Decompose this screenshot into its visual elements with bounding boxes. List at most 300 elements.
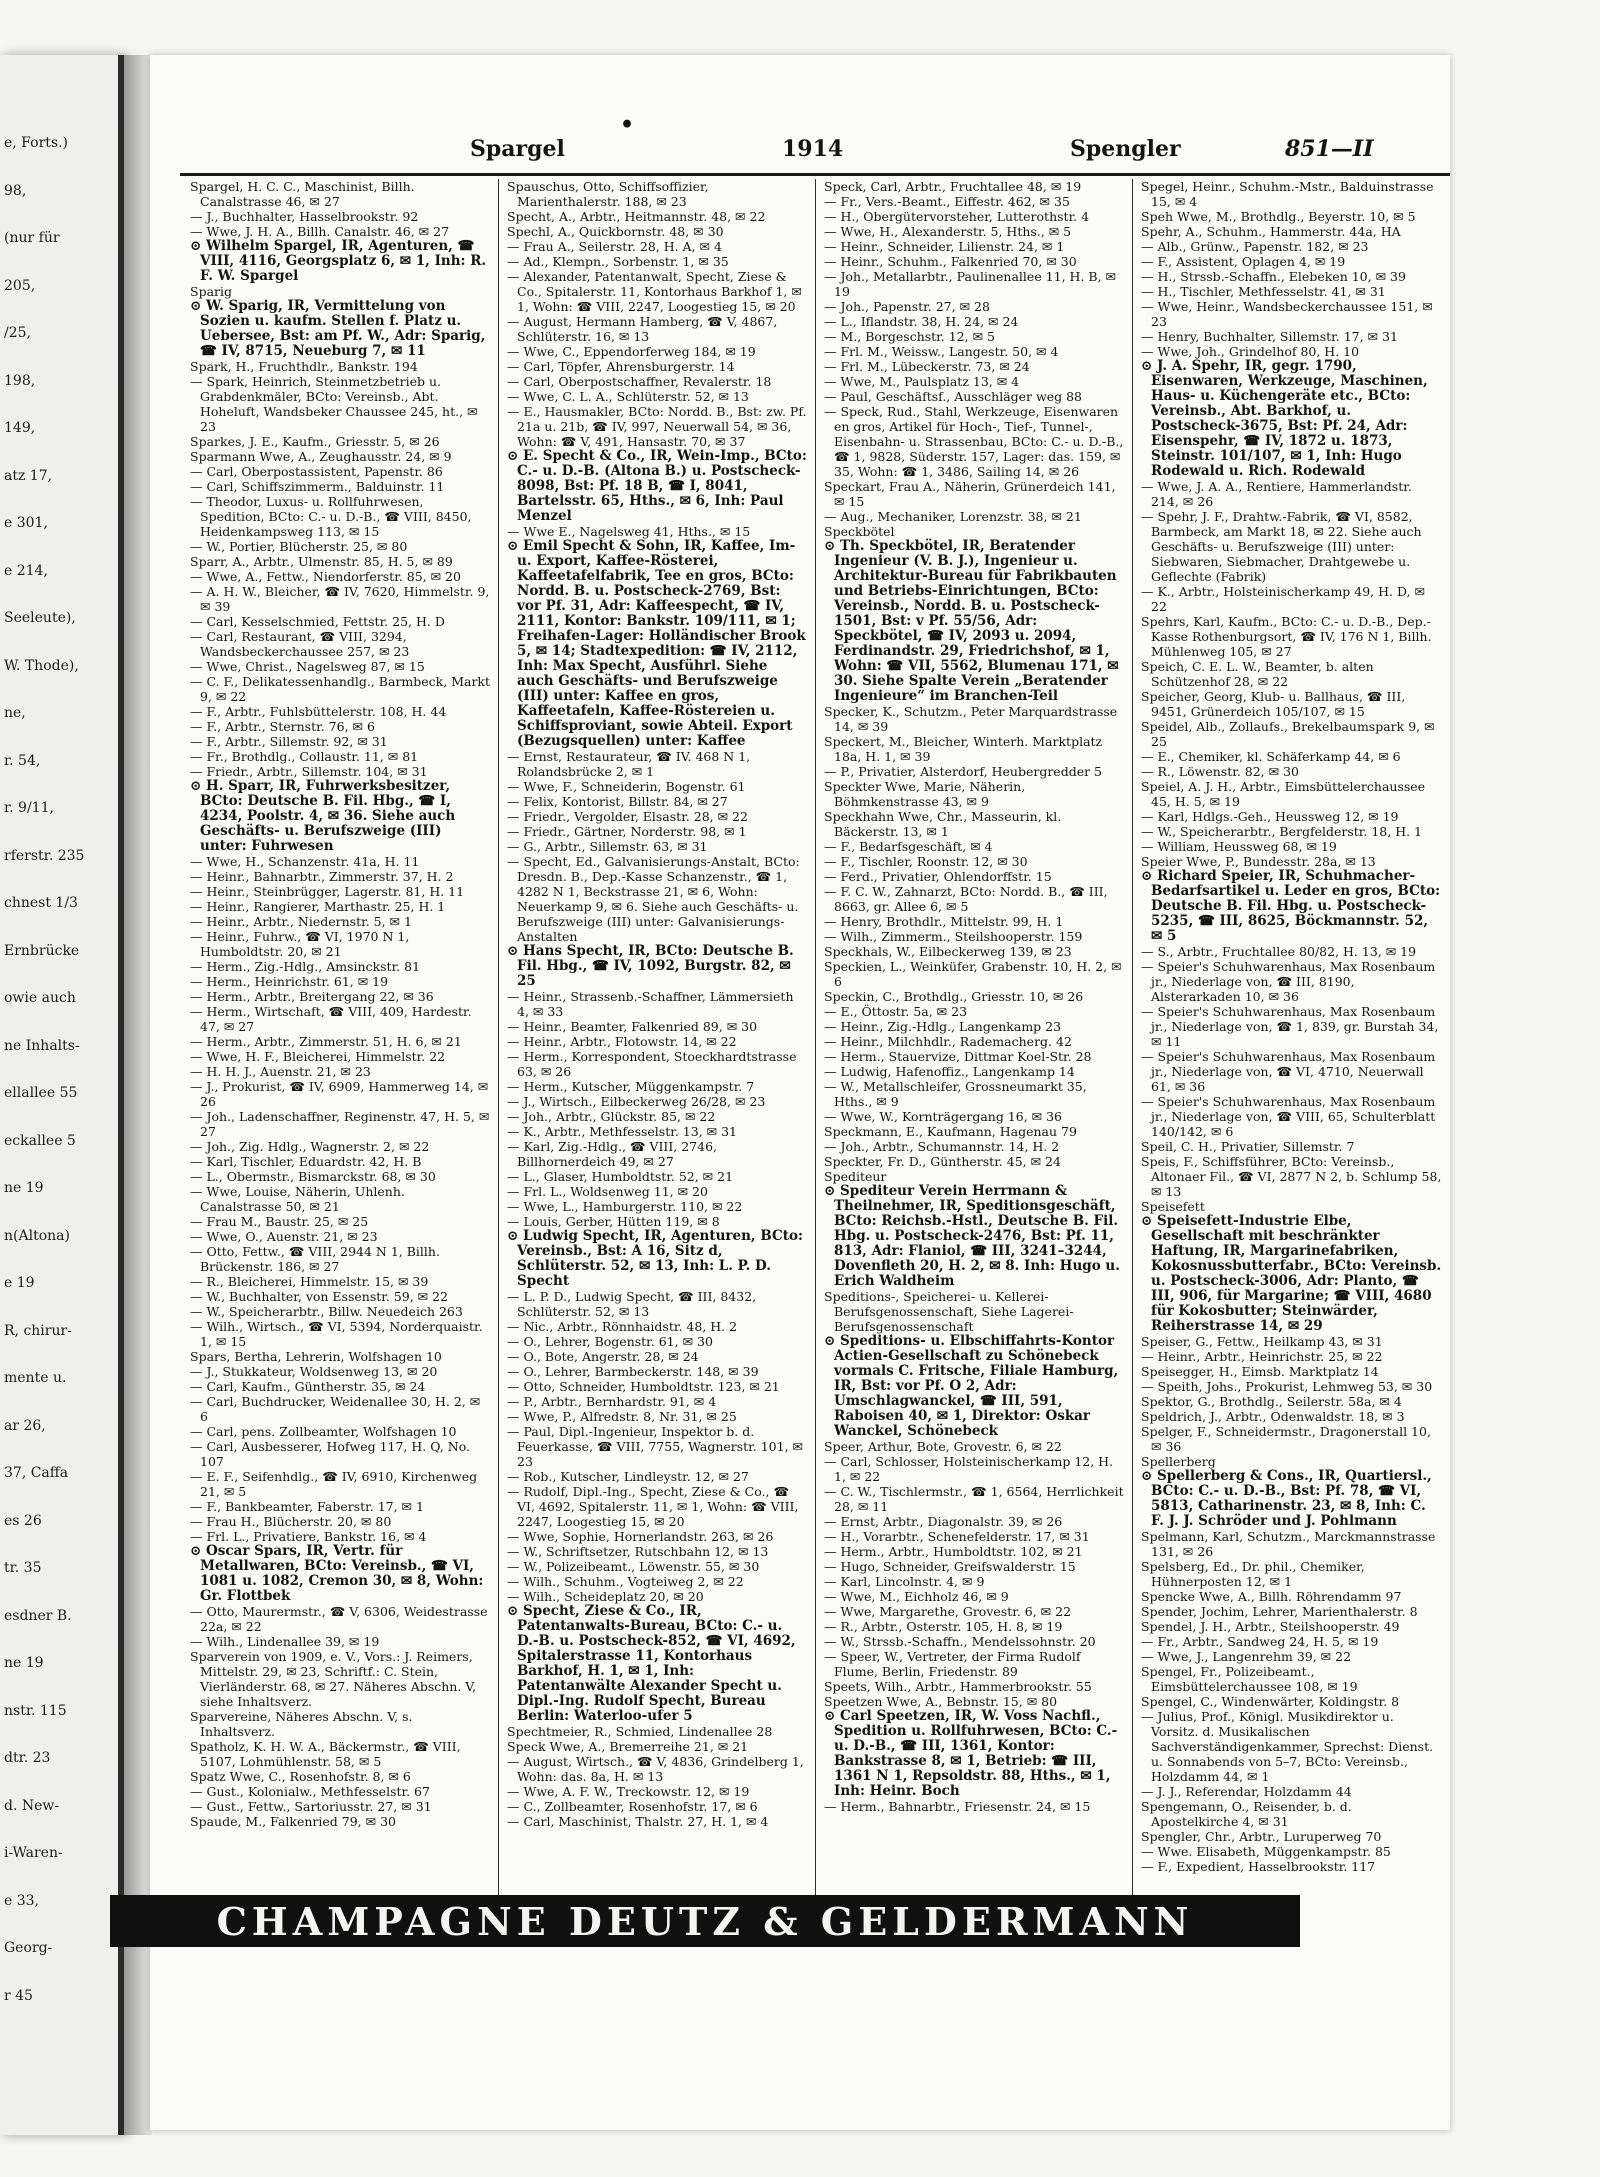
column-3 — [816, 179, 1133, 1947]
directory-entry: — P., Privatier, Alsterdorf, Heubergredder 5 — [824, 764, 1103, 779]
directory-entry: Spechl, A., Quickbornstr. 48, ✉ 30 — [507, 224, 724, 239]
directory-entry: — Theodor, Luxus- u. Rollfuhrwesen, Spedition, BCto: C.- u. D.-B., ☎ VIII, 8450, Heidenkampsweg 113, ✉ 15 — [190, 494, 472, 539]
directory-entry: — E. F., Seifenhdlg., ☎ IV, 6910, Kirchenweg 21, ✉ 5 — [190, 1469, 478, 1499]
directory-entry: — O., Lehrer, Barmbeckerstr. 148, ✉ 39 — [507, 1364, 759, 1379]
previous-page-text-fragment: esdner B. — [4, 1607, 72, 1624]
directory-entry: — Wwe, A. F. W., Treckowstr. 12, ✉ 19 — [507, 1784, 750, 1799]
directory-entry: — Wwe, J. H. A., Billh. Canalstr. 46, ✉ 27 — [190, 224, 450, 239]
previous-page-text-fragment: mente u. — [4, 1370, 67, 1386]
directory-entry: — Heinr., Strassenb.-Schaffner, Lämmersieth 4, ✉ 33 — [507, 989, 794, 1019]
directory-entry: Speckien, L., Weinküfer, Grabenstr. 10, H. 2, ✉ 6 — [824, 959, 1122, 989]
directory-entry: ⊙ H. Sparr, IR, Fuhrwerksbesitzer, BCto: Deutsche B. Fil. Hbg., ☎ I, 4234, Poolstr. 4, ✉ 36. Siehe auch Geschäfts- u. Berufszweige (III) unter: Fuhrwesen — [190, 778, 456, 854]
previous-page-text-fragment: r. 9/11, — [4, 800, 54, 816]
directory-entry: — K., Arbtr., Methfesselstr. 13, ✉ 31 — [507, 1124, 737, 1139]
directory-entry: — Heinr., Arbtr., Heinrichstr. 25, ✉ 22 — [1141, 1349, 1383, 1364]
directory-entry: — Wilh., Scheideplatz 20, ✉ 20 — [507, 1589, 704, 1604]
directory-entry: — H., Obergütervorsteher, Lutterothstr. 4 — [824, 209, 1090, 224]
directory-entry: — Wilh., Lindenallee 39, ✉ 19 — [190, 1634, 380, 1649]
directory-entry: Speiel, A. J. H., Arbtr., Eimsbüttelerchaussee 45, H. 5, ✉ 19 — [1141, 779, 1426, 809]
previous-page-text-fragment: r 45 — [4, 1987, 33, 2004]
directory-entry: — Carl, Restaurant, ☎ VIII, 3294, Wandsbeckerchaussee 257, ✉ 23 — [190, 629, 410, 659]
directory-entry: — Ludwig, Hafenoffiz., Langenkamp 14 — [824, 1064, 1075, 1079]
directory-entry: ⊙ Wilhelm Spargel, IR, Agenturen, ☎ VIII, 4116, Georgsplatz 6, ✉ 1, Inh: R. F. W. Spargel — [190, 238, 487, 284]
directory-entry: — Karl, Hdlgs.-Geh., Heussweg 12, ✉ 19 — [1141, 809, 1399, 824]
directory-entry: — Wwe, O., Auenstr. 21, ✉ 23 — [190, 1229, 378, 1244]
previous-page-text-fragment: e 214, — [4, 562, 48, 579]
directory-entry: Speckter Wwe, Marie, Näherin, Böhmkenstrasse 43, ✉ 9 — [824, 779, 1026, 809]
directory-entry: — Alexander, Patentanwalt, Specht, Ziese & Co., Spitalerstr. 11, Kontorhaus Barkhof 1, ✉ 1, Wohn: ☎ VIII, 2247, Loogestieg 15, ✉ 20 — [507, 269, 802, 314]
directory-entry: Spektor, G., Brothdlg., Seilerstr. 58a, ✉ 4 — [1141, 1394, 1402, 1409]
previous-page-text-fragment: 37, Caffa — [4, 1465, 69, 1481]
previous-page-text-fragment: Ernbrücke — [4, 942, 80, 959]
column-2 — [499, 179, 816, 1947]
directory-entry: — Wwe, H., Alexanderstr. 5, Hths., ✉ 5 — [824, 224, 1072, 239]
directory-entry: — Herm., Arbtr., Zimmerstr. 51, H. 6, ✉ 21 — [190, 1034, 462, 1049]
directory-entry: — F., Bedarfsgeschäft, ✉ 4 — [824, 839, 993, 854]
directory-entry: — F., Arbtr., Sternstr. 76, ✉ 6 — [190, 719, 375, 734]
directory-entry: — L., Iflandstr. 38, H. 24, ✉ 24 — [824, 314, 1019, 329]
directory-entry: — Joh., Arbtr., Schumannstr. 14, H. 2 — [824, 1139, 1060, 1154]
directory-entry: — E., Hausmakler, BCto: Nordd. B., Bst: zw. Pf. 21a u. 21b, ☎ IV, 997, Neuerwall 54, ✉ 36, Wohn: ☎ V, 491, Hansastr. 70, ✉ 37 — [507, 404, 807, 449]
directory-entry: Spegel, Heinr., Schuhm.-Mstr., Balduinstrasse 15, ✉ 4 — [1141, 179, 1434, 209]
directory-entry: — Heinr., Schneider, Lilienstr. 24, ✉ 1 — [824, 239, 1065, 254]
directory-entry: — L. P. D., Ludwig Specht, ☎ III, 8432, Schlüterstr. 52, ✉ 13 — [507, 1289, 757, 1319]
directory-entry: — Rudolf, Dipl.-Ing., Specht, Ziese & Co., ☎ VI, 4692, Spitalerstr. 11, ✉ 1, Wohn: ☎ VIII, 2247, Loogestieg 15, ✉ 20 — [507, 1484, 799, 1529]
directory-entry: Spender, Jochim, Lehrer, Marienthalerstr. 8 — [1141, 1604, 1418, 1619]
directory-entry: — W., Schriftsetzer, Rutschbahn 12, ✉ 13 — [507, 1544, 769, 1559]
directory-entry: — H., Tischler, Methfesselstr. 41, ✉ 31 — [1141, 284, 1386, 299]
directory-entry: Speckter, Fr. D., Güntherstr. 45, ✉ 24 — [824, 1154, 1061, 1169]
directory-entry: — Frau M., Baustr. 25, ✉ 25 — [190, 1214, 369, 1229]
directory-entry: Sparkes, J. E., Kaufm., Griesstr. 5, ✉ 26 — [190, 434, 440, 449]
directory-entry: Speckbötel — [824, 524, 895, 539]
directory-entry: Speil, C. H., Privatier, Sillemstr. 7 — [1141, 1139, 1355, 1154]
previous-page-text-fragment: R, chirur- — [4, 1322, 72, 1339]
directory-entry: — R., Arbtr., Osterstr. 105, H. 8, ✉ 19 — [824, 1619, 1063, 1634]
directory-entry: — W., Speicherarbtr., Billw. Neuedeich 263 — [190, 1304, 463, 1319]
directory-entry: ⊙ Carl Speetzen, IR, W. Voss Nachfl., Spedition u. Rollfuhrwesen, BCto: C.- u. D.-B., ☎ III, 1361, Kontor: Bankstrasse 8, ✉ 1, Betrieb: ☎ III, 1361 N 1, Repsoldstr. 88, Hths., ✉ 1, Inh: Heinr. Boch — [824, 1708, 1118, 1799]
directory-entry: Speich, C. E. L. W., Beamter, b. alten Schützenhof 28, ✉ 22 — [1141, 659, 1374, 689]
directory-entry: Speckart, Frau A., Näherin, Grünerdeich 141, ✉ 15 — [824, 479, 1116, 509]
directory-entry: — W., Polizeibeamt., Löwenstr. 55, ✉ 30 — [507, 1559, 760, 1574]
directory-entry: — Friedr., Gärtner, Norderstr. 98, ✉ 1 — [507, 824, 747, 839]
directory-entry: ⊙ W. Sparig, IR, Vermittelung von Sozien u. kaufm. Stellen f. Platz u. Uebersee, Bst: am Pf. W., Adr: Sparig, ☎ IV, 8715, Neueburg 7, ✉ 11 — [190, 298, 486, 359]
directory-entry: — R., Löwenstr. 82, ✉ 30 — [1141, 764, 1299, 779]
directory-entry: — F. C. W., Zahnarzt, BCto: Nordd. B., ☎ III, 8663, gr. Allee 6, ✉ 5 — [824, 884, 1108, 914]
directory-entry: Spengler, Chr., Arbtr., Luruperweg 70 — [1141, 1829, 1382, 1844]
directory-entry: — Speith, Johs., Prokurist, Lehmweg 53, ✉ 30 — [1141, 1379, 1433, 1394]
previous-page-text-fragment: 149, — [4, 420, 36, 436]
previous-page-text-fragment: tr. 35 — [4, 1560, 42, 1576]
directory-entry: — O., Bote, Angerstr. 28, ✉ 24 — [507, 1349, 699, 1364]
directory-entry: Speckhahn Wwe, Chr., Masseurin, kl. Bäckerstr. 13, ✉ 1 — [824, 809, 1062, 839]
directory-entry: — Wwe, Heinr., Wandsbeckerchaussee 151, ✉ 23 — [1141, 299, 1433, 329]
previous-page-text-fragment: Seeleute), — [4, 610, 76, 626]
directory-entry: Speck Wwe, A., Bremerreihe 21, ✉ 21 — [507, 1739, 749, 1754]
directory-entry: — Paul, Geschäftsf., Ausschläger weg 88 — [824, 389, 1082, 404]
previous-page-text-fragment: 198, — [4, 372, 36, 389]
directory-entry: Spellerberg — [1141, 1454, 1216, 1469]
directory-entry: — Carl, Töpfer, Ahrensburgerstr. 14 — [507, 359, 735, 374]
previous-page-text-fragment: atz 17, — [4, 467, 53, 484]
directory-entry: — August, Hermann Hamberg, ☎ V, 4867, Schlüterstr. 16, ✉ 13 — [507, 314, 778, 344]
directory-entry: — Carl, Oberpostschaffner, Revalerstr. 18 — [507, 374, 772, 389]
directory-entry: ⊙ Th. Speckbötel, IR, Beratender Ingenieur (V. B. J.), Ingenieur u. Architektur-Bureau für Fabrikbauten und Betriebs-Einrichtungen, BCto: Vereinsb., Nordd. B. u. Postscheck-1501, Bst: v Pf. 55/56, Adr: Speckbötel, ☎ IV, 2093 u. 2094, Ferdinandstr. 29, Friedrichshof, ✉ 1, Wohn: ☎ VII, 5562, Blumenau 171, ✉ 30. Siehe Spalte Verein „Beratender Ingenieure“ im Branchen-Teil — [824, 538, 1119, 704]
directory-entry: — L., Obermstr., Bismarckstr. 68, ✉ 30 — [190, 1169, 436, 1184]
directory-entry: — Wwe, F., Schneiderin, Bogenstr. 61 — [507, 779, 746, 794]
directory-entry: Sparig — [190, 284, 232, 299]
directory-entry: Spengemann, O., Reisender, b. d. Apostelkirche 4, ✉ 31 — [1141, 1799, 1352, 1829]
directory-entry: — W., Speicherarbtr., Bergfelderstr. 18, H. 1 — [1141, 824, 1423, 839]
directory-entry: — W., Buchhalter, von Essenstr. 59, ✉ 22 — [190, 1289, 449, 1304]
directory-entry: Specht, A., Arbtr., Heitmannstr. 48, ✉ 22 — [507, 209, 766, 224]
directory-entry: — Ferd., Privatier, Ohlendorffstr. 15 — [824, 869, 1052, 884]
directory-entry: — Joh., Zig. Hdlg., Wagnerstr. 2, ✉ 22 — [190, 1139, 430, 1154]
directory-entry: — R., Bleicherei, Himmelstr. 15, ✉ 39 — [190, 1274, 429, 1289]
directory-entry: — Heinr., Milchhdlr., Rademacherg. 42 — [824, 1034, 1072, 1049]
directory-entry: ⊙ Emil Specht & Sohn, IR, Kaffee, Im- u. Export, Kaffee-Rösterei, Kaffeetafelfabrik, Tee en gros, BCto: Nordd. B. u. Postscheck-2769, Bst: vor Pf. 31, Adr: Kaffeespecht, ☎ IV, 2111, Kontor: Bankstr. 109/111, ✉ 1; Freihafen-Lager: Holländischer Brook 5, ✉ 14; Stadtexpedition: ☎ IV, 2112, Inh: Max Specht, Ausführl. Siehe auch Geschäfts- und Berufszweige (III) unter: Kaffee en gros, Kaffeetafeln, Kaffee-Röstereien u. Schiffsproviant, sowie Abteil. Export (Bezugsquellen) unter: Kaffee — [507, 538, 806, 749]
previous-page-text-fragment: 205, — [4, 277, 36, 294]
directory-entry: ⊙ Oscar Spars, IR, Vertr. für Metallwaren, BCto: Vereinsb., ☎ VI, 1081 u. 1082, Cremon 30, ✉ 8, Wohn: Gr. Flottbek — [190, 1543, 484, 1604]
directory-entry: — Frau H., Blücherstr. 20, ✉ 80 — [190, 1514, 392, 1529]
directory-entry: — Speier's Schuhwarenhaus, Max Rosenbaum jr., Niederlage von, ☎ 1, 839, gr. Burstah 34, ✉ 11 — [1141, 1004, 1439, 1049]
directory-entry: Spelger, F., Schneidermstr., Dragonerstall 10, ✉ 36 — [1141, 1424, 1431, 1454]
directory-entry: — Karl, Tischler, Eduardstr. 42, H. B — [190, 1154, 422, 1169]
previous-page-text-fragment: owie auch — [4, 990, 76, 1006]
previous-page-text-fragment: ellallee 55 — [4, 1085, 78, 1101]
directory-entry: Speh Wwe, M., Brothdlg., Beyerstr. 10, ✉ 5 — [1141, 209, 1416, 224]
column-4 — [1133, 179, 1450, 1947]
advertisement-banner: CHAMPAGNE DEUTZ & GELDERMANN — [110, 1895, 1300, 1947]
directory-entry: — Carl, Oberpostassistent, Papenstr. 86 — [190, 464, 443, 479]
directory-entry: — L., Glaser, Humboldtstr. 52, ✉ 21 — [507, 1169, 734, 1184]
previous-page-edge — [0, 55, 124, 2135]
directory-page — [150, 55, 1450, 2130]
directory-entry: Sparverein von 1909, e. V., Vors.: J. Reimers, Mittelstr. 29, ✉ 23, Schriftf.: C. Stein, Vierländerstr. 68, ✉ 27. Näheres Abschn. V, siehe Inhaltsverz. — [190, 1649, 477, 1709]
directory-entry: — Heinr., Fuhrw., ☎ VI, 1970 N 1, Humboldtstr. 20, ✉ 21 — [190, 929, 410, 959]
directory-entry: Speck, Carl, Arbtr., Fruchtallee 48, ✉ 19 — [824, 179, 1082, 194]
directory-entry: — Herm., Stauervize, Dittmar Koel-Str. 28 — [824, 1049, 1092, 1064]
directory-entry: Spatz Wwe, C., Rosenhofstr. 8, ✉ 6 — [190, 1769, 411, 1784]
directory-entry: — W., Portier, Blücherstr. 25, ✉ 80 — [190, 539, 408, 554]
page-number: 851—II — [1285, 136, 1374, 162]
directory-entry: — O., Lehrer, Bogenstr. 61, ✉ 30 — [507, 1334, 713, 1349]
directory-entry: — Carl, Schiffszimmerm., Balduinstr. 11 — [190, 479, 445, 494]
directory-entry: — Wilh., Zimmerm., Steilshooperstr. 159 — [824, 929, 1083, 944]
directory-entry: — Spehr, J. F., Drahtw.-Fabrik, ☎ VI, 8582, Barmbeck, am Markt 18, ✉ 22. Siehe auch Geschäfts- u. Berufszweige (III) unter: Siebwaren, Siebmacher, Drahtgewebe u. Geflechte (Fabrik) — [1141, 509, 1422, 584]
directory-entry: — M., Borgeschstr. 12, ✉ 5 — [824, 329, 995, 344]
directory-entry: — F., Bankbeamter, Faberstr. 17, ✉ 1 — [190, 1499, 424, 1514]
directory-entry: — F., Tischler, Roonstr. 12, ✉ 30 — [824, 854, 1028, 869]
directory-entry: — Heinr., Beamter, Falkenried 89, ✉ 30 — [507, 1019, 758, 1034]
column-1 — [182, 179, 499, 1947]
directory-entry: Speldrich, J., Arbtr., Odenwaldstr. 18, ✉ 3 — [1141, 1409, 1405, 1424]
directory-entry: Spengel, Fr., Polizeibeamt., Eimsbüttelerchaussee 108, ✉ 19 — [1141, 1664, 1358, 1694]
directory-entry: — Herm., Korrespondent, Stoeckhardtstrasse 63, ✉ 26 — [507, 1049, 797, 1079]
directory-entry: Sparr, A., Arbtr., Ulmenstr. 85, H. 5, ✉ 89 — [190, 554, 453, 569]
previous-page-text-fragment: e 33, — [4, 1892, 39, 1909]
previous-page-text-fragment: ne 19 — [4, 1180, 44, 1196]
directory-entry: ⊙ Spellerberg & Cons., IR, Quartiersl., BCto: C.- u. D.-B., Bst: Pf. 78, ☎ VI, 5813, Catharinenstr. 23, ✉ 8, Inh: C. F. J. J. Schröder und J. Pohlmann — [1141, 1468, 1432, 1529]
directory-entry: Speis, F., Schiffsführer, BCto: Vereinsb., Altonaer Fil., ☎ VI, 2877 N 2, b. Schlump 58, ✉ 13 — [1141, 1154, 1442, 1199]
directory-entry: Speets, Wilh., Arbtr., Hammerbrookstr. 55 — [824, 1679, 1092, 1694]
directory-entry: — Specht, Ed., Galvanisierungs-Anstalt, BCto: Dresdn. B., Dep.-Kasse Schanzenstr., ☎ 1, 4282 N 1, Beckstrasse 21, ✉ 6, Wohn: Neuerkamp 9, ✉ 6. Siehe auch Geschäfts- u. Berufszweige (III) unter: Galvanisierungs-Anstalten — [507, 854, 800, 944]
directory-entry: Sparmann Wwe, A., Zeughausstr. 24, ✉ 9 — [190, 449, 452, 464]
directory-entry: ⊙ Specht, Ziese & Co., IR, Patentanwalts-Bureau, BCto: C.- u. D.-B. u. Postscheck-852, ☎ VI, 4692, Spitalerstrasse 11, Kontorhaus Barkhof, H. 1, ✉ 1, Inh: Patentanwälte Alexander Specht u. Dipl.-Ing. Rudolf Specht, Bureau Berlin: Waterloo-ufer 5 — [507, 1603, 796, 1724]
directory-entry: — E., Öttostr. 5a, ✉ 23 — [824, 1004, 968, 1019]
previous-page-text-fragment: ne 19 — [4, 1655, 44, 1671]
running-header — [150, 112, 1450, 170]
directory-entry: — Carl, Buchdrucker, Weidenallee 30, H. 2, ✉ 6 — [190, 1394, 481, 1424]
previous-page-text-fragment: ar 26, — [4, 1417, 46, 1434]
directory-entry: ⊙ Ludwig Specht, IR, Agenturen, BCto: Vereinsb., Bst: A 16, Sitz d, Schlüterstr. 52, ✉ 13, Inh: L. P. D. Specht — [507, 1228, 803, 1289]
directory-entry: — Carl, Maschinist, Thalstr. 27, H. 1, ✉ 4 — [507, 1814, 769, 1829]
directory-entry: — Wwe, W., Kornträgergang 16, ✉ 36 — [824, 1109, 1063, 1124]
directory-entry: — Karl, Lincolnstr. 4, ✉ 9 — [824, 1574, 985, 1589]
directory-entry: Spark, H., Fruchthdlr., Bankstr. 194 — [190, 359, 418, 374]
directory-entry: Speckhals, W., Eilbeckerweg 139, ✉ 23 — [824, 944, 1072, 959]
directory-entry: Spehrs, Karl, Kaufm., BCto: C.- u. D.-B., Dep.-Kasse Rothenburgsort, ☎ IV, 176 N 1, Billh. Mühlenweg 105, ✉ 27 — [1141, 614, 1432, 659]
directory-entry: — Joh., Metallarbtr., Paulinenallee 11, H. B, ✉ 19 — [824, 269, 1116, 299]
directory-entry: ⊙ Hans Specht, IR, BCto: Deutsche B. Fil. Hbg., ☎ IV, 1092, Burgstr. 82, ✉ 25 — [507, 943, 794, 989]
directory-entry: — S., Arbtr., Fruchtallee 80/82, H. 13, ✉ 19 — [1141, 944, 1417, 959]
directory-entry: — Heinr., Steinbrügger, Lagerstr. 81, H. 11 — [190, 884, 465, 899]
previous-page-text-fragment: 98, — [4, 182, 27, 199]
directory-entry: — Herm., Arbtr., Humboldtstr. 102, ✉ 21 — [824, 1544, 1083, 1559]
directory-entry: — Gust., Fettw., Sartoriusstr. 27, ✉ 31 — [190, 1799, 432, 1814]
directory-entry: — Karl, Zig.-Hdlg., ☎ VIII, 2746, Billhornerdeich 49, ✉ 27 — [507, 1139, 718, 1169]
directory-entry: — Louis, Gerber, Hütten 119, ✉ 8 — [507, 1214, 720, 1229]
directory-entry: — G., Arbtr., Sillemstr. 63, ✉ 31 — [507, 839, 708, 854]
directory-entry: — Herm., Arbtr., Breitergang 22, ✉ 36 — [190, 989, 434, 1004]
directory-entry: ⊙ E. Specht & Co., IR, Wein-Imp., BCto: C.- u. D.-B. (Altona B.) u. Postscheck-8098, Bst: Pf. 18 B, ☎ I, 8041, Bartelsstr. 65, Hths., ✉ 6, Inh: Paul Menzel — [507, 448, 807, 524]
directory-entry: — Heinr., Rangierer, Marthastr. 25, H. 1 — [190, 899, 446, 914]
directory-entry: — Frl. M., Weissw., Langestr. 50, ✉ 4 — [824, 344, 1059, 359]
previous-page-text-fragment: d. New- — [4, 1797, 60, 1814]
previous-page-text-fragment: nstr. 115 — [4, 1702, 67, 1719]
previous-page-text-fragment: dtr. 23 — [4, 1750, 51, 1766]
previous-page-text-fragment: Georg- — [4, 1940, 53, 1956]
directory-entry: ⊙ Spediteur Verein Herrmann & Theilnehmer, IR, Speditionsgeschäft, BCto: Reichsb.-Hstl., Deutsche B. Fil. Hbg. u. Postscheck-2476, Bst: Pf. 11, 813, Adr: Flaniol, ☎ III, 3241–3244, Dovenfleth 20, H. 2, ✉ 8. Inh: Hugo u. Erich Waldheim — [824, 1183, 1120, 1289]
directory-entry: Speer, Arthur, Bote, Grovestr. 6, ✉ 22 — [824, 1439, 1062, 1454]
previous-page-text-fragment: /25, — [4, 325, 31, 341]
directory-entry: Specker, K., Schutzm., Peter Marquardstrasse 14, ✉ 39 — [824, 704, 1118, 734]
directory-entry: — Speier's Schuhwarenhaus, Max Rosenbaum jr., Niederlage von, ☎ VI, 4710, Neuerwall 61, ✉ 36 — [1141, 1049, 1436, 1094]
directory-entry: — Wwe, J. A. A., Rentiere, Hammerlandstr. 214, ✉ 26 — [1141, 479, 1412, 509]
directory-entry: ⊙ Richard Speier, IR, Schuhmacher-Bedarfsartikel u. Leder en gros, BCto: Deutsche B. Fil. Hbg. u. Postscheck-5235, ☎ III, 8625, Böckmannstr. 52, ✉ 5 — [1141, 868, 1441, 944]
previous-page-text-fragment: eckallee 5 — [4, 1132, 76, 1149]
directory-entry: Speisegger, H., Eimsb. Marktplatz 14 — [1141, 1364, 1379, 1379]
directory-entry: — C. F., Delikatessenhandlg., Barmbeck, Markt 9, ✉ 22 — [190, 674, 491, 704]
previous-page-text-fragment: W. Thode), — [4, 657, 79, 674]
directory-entry: — Heinr., Arbtr., Niedernstr. 5, ✉ 1 — [190, 914, 412, 929]
directory-entry: — Herm., Kutscher, Müggenkampstr. 7 — [507, 1079, 755, 1094]
directory-entry: — Friedr., Arbtr., Sillemstr. 104, ✉ 31 — [190, 764, 428, 779]
directory-entry: Spars, Bertha, Lehrerin, Wolfshagen 10 — [190, 1349, 442, 1364]
directory-entry: — Speck, Rud., Stahl, Werkzeuge, Eisenwaren en gros, Artikel für Hoch-, Tief-, Tunnel-, Eisenbahn- u. Strassenbau, BCto: C.- u. D.-B., ☎ 1, 9828, Süderstr. 157, Lager: das. 159, ✉ 35, Wohn: ☎ 1, 3486, Sailing 14, ✉ 26 — [824, 404, 1124, 479]
entry-columns — [182, 179, 1450, 1947]
directory-entry: — Frau A., Seilerstr. 28, H. A, ✉ 4 — [507, 239, 722, 254]
previous-page-text-fragment: i-Waren- — [4, 1845, 63, 1861]
previous-page-text-fragment: ne, — [4, 705, 26, 721]
header-rule — [180, 173, 1450, 176]
previous-page-text-fragment: rferstr. 235 — [4, 847, 85, 864]
directory-entry: Spelsberg, Ed., Dr. phil., Chemiker, Hühnerposten 12, ✉ 1 — [1141, 1559, 1365, 1589]
directory-entry: — Aug., Mechaniker, Lorenzstr. 38, ✉ 21 — [824, 509, 1082, 524]
previous-page-text-fragment: n(Altona) — [4, 1227, 70, 1244]
directory-entry: — Herm., Bahnarbtr., Friesenstr. 24, ✉ 15 — [824, 1799, 1091, 1814]
directory-entry: — H., Vorarbtr., Schenefelderstr. 17, ✉ 31 — [824, 1529, 1090, 1544]
directory-entry: — Wwe, H. F., Bleicherei, Himmelstr. 22 — [190, 1049, 446, 1064]
directory-entry: — Wwe, J., Langenrehm 39, ✉ 22 — [1141, 1649, 1352, 1664]
directory-entry: — Carl, Ausbesserer, Hofweg 117, H. Q, No. 107 — [190, 1439, 471, 1469]
directory-entry: — Fr., Vers.-Beamt., Eiffestr. 462, ✉ 35 — [824, 194, 1070, 209]
directory-entry: Sparvereine, Näheres Abschn. V, s. Inhaltsverz. — [190, 1709, 413, 1739]
directory-entry: Spauschus, Otto, Schiffsoffizier, Marienthalerstr. 188, ✉ 23 — [507, 179, 709, 209]
directory-entry: — J., Prokurist, ☎ IV, 6909, Hammerweg 14, ✉ 26 — [190, 1079, 489, 1109]
directory-entry: — J., Stukkateur, Woldsenweg 13, ✉ 20 — [190, 1364, 438, 1379]
previous-page-text-fragment: ne Inhalts- — [4, 1037, 80, 1054]
directory-entry: — Friedr., Vergolder, Elsastr. 28, ✉ 22 — [507, 809, 748, 824]
directory-entry: — Wilh., Schuhm., Vogteiweg 2, ✉ 22 — [507, 1574, 744, 1589]
directory-entry: — Wilh., Wirtsch., ☎ VI, 5394, Norderquaistr. 1, ✉ 15 — [190, 1319, 483, 1349]
directory-entry: Speckert, M., Bleicher, Winterh. Marktplatz 18a, H. 1, ✉ 39 — [824, 734, 1103, 764]
directory-entry: — H. H. J., Auenstr. 21, ✉ 23 — [190, 1064, 371, 1079]
directory-entry: — J. J., Referendar, Holzdamm 44 — [1141, 1784, 1352, 1799]
directory-entry: — Carl, pens. Zollbeamter, Wolfshagen 10 — [190, 1424, 457, 1439]
previous-page-text-fragment: es 26 — [4, 1512, 42, 1529]
directory-entry: — Herm., Wirtschaft, ☎ VIII, 409, Hardestr. 47, ✉ 27 — [190, 1004, 472, 1034]
directory-entry: Speditions-, Speicherei- u. Kellerei-Berufsgenossenschaft, Siehe Lagerei-Berufsgenossenschaft — [824, 1289, 1074, 1334]
directory-entry: — Wwe, Louise, Näherin, Uhlenh. Canalstrasse 50, ✉ 21 — [190, 1184, 405, 1214]
directory-entry: — Heinr., Bahnarbtr., Zimmerstr. 37, H. 2 — [190, 869, 454, 884]
directory-entry: — Paul, Dipl.-Ingenieur, Inspektor b. d. Feuerkasse, ☎ VIII, 7755, Wagnerstr. 101, ✉ 23 — [507, 1424, 804, 1469]
directory-entry: ⊙ J. A. Spehr, IR, gegr. 1790, Eisenwaren, Werkzeuge, Maschinen, Haus- u. Küchengeräte etc., BCto: Vereinsb., Abt. Barkhof, u. Postscheck-3675, Bst: Pf. 24, Adr: Eisenspehr, ☎ IV, 1872 u. 1873, Steinstr. 101/107, ✉ 1, Inh: Hugo Rodewald u. Rich. Rodewald — [1141, 358, 1428, 479]
directory-entry: Spatholz, K. H. W. A., Bäckermstr., ☎ VIII, 5107, Lohmühlenstr. 58, ✉ 5 — [190, 1739, 461, 1769]
directory-entry: — Joh., Arbtr., Glückstr. 85, ✉ 22 — [507, 1109, 716, 1124]
directory-entry: — J., Buchhalter, Hasselbrookstr. 92 — [190, 209, 419, 224]
book-gutter — [124, 55, 152, 2135]
directory-entry: — Otto, Fettw., ☎ VIII, 2944 N 1, Billh. Brückenstr. 186, ✉ 27 — [190, 1244, 440, 1274]
directory-entry: — W., Metallschleifer, Grossneumarkt 35, Hths., ✉ 9 — [824, 1079, 1087, 1109]
directory-entry: — F., Assistent, Oplagen 4, ✉ 19 — [1141, 254, 1346, 269]
directory-entry: — C. W., Tischlermstr., ☎ 1, 6564, Herrlichkeit 28, ✉ 11 — [824, 1484, 1124, 1514]
directory-entry: Speetzen Wwe, A., Bebnstr. 15, ✉ 80 — [824, 1694, 1058, 1709]
directory-entry: Spengel, C., Windenwärter, Koldingstr. 8 — [1141, 1694, 1400, 1709]
previous-page-text-fragment: e 301, — [4, 515, 48, 531]
previous-page-text-fragment: r. 54, — [4, 752, 41, 769]
directory-entry: — Wwe. Elisabeth, Müggenkampstr. 85 — [1141, 1844, 1391, 1859]
directory-entry: — W., Strssb.-Schaffn., Mendelssohnstr. 20 — [824, 1634, 1096, 1649]
directory-entry: — Wwe, M., Paulsplatz 13, ✉ 4 — [824, 374, 1020, 389]
directory-entry: — Frl. L., Privatiere, Bankstr. 16, ✉ 4 — [190, 1529, 427, 1544]
directory-entry: — Wwe, Christ., Nagelsweg 87, ✉ 15 — [190, 659, 425, 674]
directory-entry: Speiser, G., Fettw., Heilkamp 43, ✉ 31 — [1141, 1334, 1383, 1349]
directory-entry: — Ad., Klempn., Sorbenstr. 1, ✉ 35 — [507, 254, 729, 269]
directory-entry: — Speer, W., Vertreter, der Firma Rudolf Flume, Berlin, Friedenstr. 89 — [824, 1649, 1081, 1679]
directory-entry: — F., Expedient, Hasselbrookstr. 117 — [1141, 1859, 1376, 1874]
directory-entry: — Nic., Arbtr., Rönnhaidstr. 48, H. 2 — [507, 1319, 738, 1334]
directory-entry: — Wwe, Margarethe, Grovestr. 6, ✉ 22 — [824, 1604, 1072, 1619]
directory-entry: — Wwe, A., Fettw., Niendorferstr. 85, ✉ 20 — [190, 569, 461, 584]
directory-entry: — Alb., Grünw., Papenstr. 182, ✉ 23 — [1141, 239, 1369, 254]
directory-entry: — Wwe, C., Eppendorferweg 184, ✉ 19 — [507, 344, 756, 359]
directory-entry: — Wwe, P., Alfredstr. 8, Nr. 31, ✉ 25 — [507, 1409, 737, 1424]
directory-entry: — Wwe, C. L. A., Schlüterstr. 52, ✉ 13 — [507, 389, 749, 404]
directory-entry: — Otto, Schneider, Humboldtstr. 123, ✉ 21 — [507, 1379, 780, 1394]
header-year: 1914 — [782, 136, 844, 162]
directory-entry: — F., Arbtr., Sillemstr. 92, ✉ 31 — [190, 734, 388, 749]
directory-entry: — H., Strssb.-Schaffn., Elebeken 10, ✉ 39 — [1141, 269, 1406, 284]
directory-entry: — C., Zollbeamter, Rosenhofstr. 17, ✉ 6 — [507, 1799, 758, 1814]
previous-page-text-fragment: e 19 — [4, 1275, 35, 1291]
directory-entry: — Wwe, Joh., Grindelhof 80, H. 10 — [1141, 344, 1360, 359]
directory-entry: Speckin, C., Brothdlg., Griesstr. 10, ✉ 26 — [824, 989, 1084, 1004]
directory-entry: — Wwe E., Nagelsweg 41, Hths., ✉ 15 — [507, 524, 751, 539]
directory-entry: — Julius, Prof., Königl. Musikdirektor u. Vorsitz. d. Musikalischen Sachverständigenkammer, Sprechst: Dienst. u. Sonnabends von 5–7, BCto: Vereinsb., Holzdamm 44, ✉ 1 — [1141, 1709, 1434, 1784]
directory-entry: — Heinr., Schuhm., Falkenried 70, ✉ 30 — [824, 254, 1077, 269]
directory-entry: — A. H. W., Bleicher, ☎ IV, 7620, Himmelstr. 9, ✉ 39 — [190, 584, 490, 614]
directory-entry: — Spark, Heinrich, Steinmetzbetrieb u. Grabdenkmäler, BCto: Vereinsb., Abt. Hoheluft, Wandsbeker Chaussee 245, ht., ✉ 23 — [190, 374, 478, 434]
directory-entry: — Heinr., Arbtr., Flotowstr. 14, ✉ 22 — [507, 1034, 737, 1049]
previous-page-text-fragment: e, Forts.) — [4, 135, 68, 151]
directory-entry: — Carl, Kaufm., Güntherstr. 35, ✉ 24 — [190, 1379, 426, 1394]
directory-entry: — Felix, Kontorist, Billstr. 84, ✉ 27 — [507, 794, 728, 809]
directory-entry: Spelmann, Karl, Schutzm., Marckmannstrasse 131, ✉ 26 — [1141, 1529, 1436, 1559]
directory-entry: — K., Arbtr., Holsteinischerkamp 49, H. D, ✉ 22 — [1141, 584, 1425, 614]
directory-entry: — Henry, Buchhalter, Sillemstr. 17, ✉ 31 — [1141, 329, 1398, 344]
directory-entry: — Carl, Schlosser, Holsteinischerkamp 12, H. 1, ✉ 22 — [824, 1454, 1114, 1484]
directory-entry: — August, Wirtsch., ☎ V, 4836, Grindelberg 1, Wohn: das. 8a, H. ✉ 13 — [507, 1754, 804, 1784]
directory-entry: ⊙ Speditions- u. Elbschiffahrts-Kontor Actien-Gesellschaft zu Schönebeck vormals C. Fritsche, Filiale Hamburg, IR, Bst: vor Pf. O 2, Adr: Umschlagwanckel, ☎ III, 591, Raboisen 40, ✉ 1, Direktor: Oskar Wanckel, Schönebeck — [824, 1333, 1119, 1439]
directory-entry: — Wwe, M., Eichholz 46, ✉ 9 — [824, 1589, 1009, 1604]
directory-entry: — Wwe, H., Schanzenstr. 41a, H. 11 — [190, 854, 420, 869]
directory-entry: — J., Wirtsch., Eilbeckerweg 26/28, ✉ 23 — [507, 1094, 766, 1109]
directory-entry: — Otto, Maurermstr., ☎ V, 6306, Weidestrasse 22a, ✉ 22 — [190, 1604, 488, 1634]
directory-entry: Spargel, H. C. C., Maschinist, Billh. Canalstrasse 46, ✉ 27 — [190, 179, 415, 209]
directory-entry: — Joh., Papenstr. 27, ✉ 28 — [824, 299, 990, 314]
directory-entry: Speier Wwe, P., Bundesstr. 28a, ✉ 13 — [1141, 854, 1376, 869]
header-last-entry: Spengler — [1070, 136, 1181, 162]
directory-entry: — Fr., Brothdlg., Collaustr. 11, ✉ 81 — [190, 749, 419, 764]
directory-entry: — F., Arbtr., Fuhlsbüttelerstr. 108, H. 44 — [190, 704, 447, 719]
directory-entry: Spediteur — [824, 1169, 887, 1184]
directory-entry: — Herm., Zig.-Hdlg., Amsinckstr. 81 — [190, 959, 421, 974]
directory-entry: Speicher, Georg, Klub- u. Ballhaus, ☎ III, 9451, Grünerdeich 105/107, ✉ 15 — [1141, 689, 1406, 719]
directory-entry: ⊙ Speisefett-Industrie Elbe, Gesellschaft mit beschränkter Haftung, IR, Margarinefabriken, Kokosnussbutterfabr., BCto: Vereinsb. u. Postscheck-3006, Adr: Planto, ☎ III, 906, für Margarine; ☎ VIII, 4680 für Kokosbutter; Steinwärder, Reiherstrasse 14, ✉ 29 — [1141, 1213, 1442, 1334]
directory-entry: — Fr., Arbtr., Sandweg 24, H. 5, ✉ 19 — [1141, 1634, 1379, 1649]
directory-entry: — Rob., Kutscher, Lindleystr. 12, ✉ 27 — [507, 1469, 749, 1484]
directory-entry: — Joh., Ladenschaffner, Reginenstr. 47, H. 5, ✉ 27 — [190, 1109, 490, 1139]
directory-entry: — Frl. L., Woldsenweg 11, ✉ 20 — [507, 1184, 708, 1199]
directory-entry: Spechtmeier, R., Schmied, Lindenallee 28 — [507, 1724, 773, 1739]
directory-entry: Speidel, Alb., Zollaufs., Brekelbaumspark 9, ✉ 25 — [1141, 719, 1435, 749]
directory-entry: — Hugo, Schneider, Greifswalderstr. 15 — [824, 1559, 1076, 1574]
directory-entry: Spencke Wwe, A., Billh. Röhrendamm 97 — [1141, 1589, 1402, 1604]
directory-entry: — Speier's Schuhwarenhaus, Max Rosenbaum jr., Niederlage von, ☎ III, 8190, Alsterarkaden 10, ✉ 36 — [1141, 959, 1436, 1004]
directory-entry: — Henry, Brothdlr., Mittelstr. 99, H. 1 — [824, 914, 1064, 929]
directory-entry: — Ernst, Restaurateur, ☎ IV. 468 N 1, Rolandsbrücke 2, ✉ 1 — [507, 749, 751, 779]
header-first-entry: Spargel — [470, 136, 565, 162]
directory-entry: Spendel, J. H., Arbtr., Steilshooperstr. 49 — [1141, 1619, 1400, 1634]
previous-page-text-fragment: chnest 1/3 — [4, 895, 78, 911]
directory-entry: — Carl, Kesselschmied, Fettstr. 25, H. D — [190, 614, 445, 629]
directory-entry: — E., Chemiker, kl. Schäferkamp 44, ✉ 6 — [1141, 749, 1401, 764]
directory-entry: Speisefett — [1141, 1199, 1205, 1214]
header-mark: • — [620, 112, 635, 138]
directory-entry: — William, Heussweg 68, ✉ 19 — [1141, 839, 1337, 854]
directory-entry: — Speier's Schuhwarenhaus, Max Rosenbaum jr., Niederlage von, ☎ VIII, 65, Schulterblatt 140/142, ✉ 6 — [1141, 1094, 1436, 1139]
